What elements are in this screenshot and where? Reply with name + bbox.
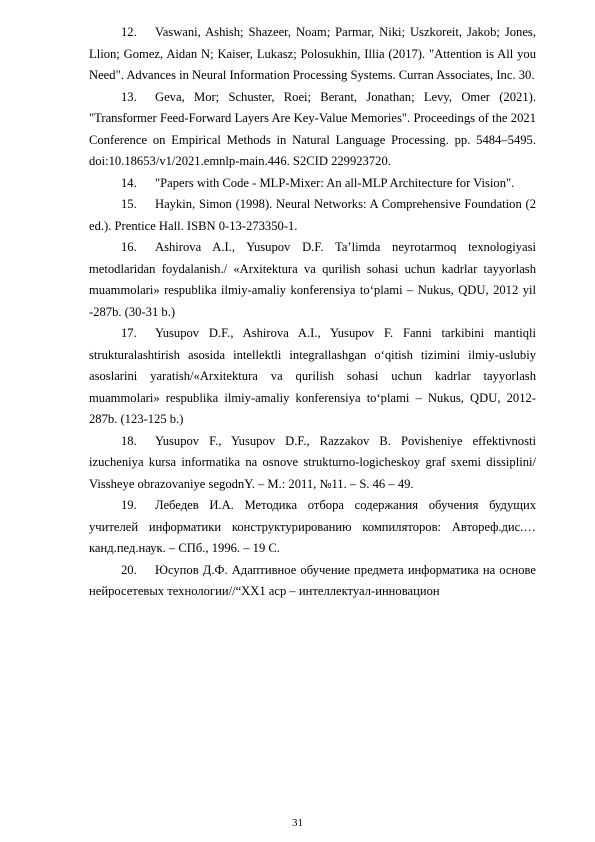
page-number: 31 bbox=[292, 817, 303, 829]
reference-number: 14. bbox=[121, 175, 137, 190]
reference-number: 18. bbox=[121, 433, 137, 448]
reference-number: 13. bbox=[121, 89, 137, 104]
reference-item bbox=[89, 194, 536, 237]
reference-item bbox=[89, 323, 536, 431]
reference-text: Yusupov D.F., Ashirova A.I., Yusupov F. Fanni tarkibini mantiqli strukturalashtirish asosida intellektli integrallashgan o‘qitish tizimini ilmiy-uslubiy asoslarini yaratish/«Arxitektura va qurilish sohasi uchun kadrlar tayyorlash muammolari» respublika ilmiy-amaliy konferensiya to‘plami – Nukus, QDU, 2012-287b. (123-125 b.) bbox=[89, 326, 536, 426]
reference-text: Vaswani, Ashish; Shazeer, Noam; Parmar, Niki; Uszkoreit, Jakob; Jones, Llion; Gomez, Aidan N; Kaiser, Lukasz; Polosukhin, Illia (2017). "Attention is All you Need". Advances in Neural Information Processing Systems. Curran Associates, Inc. 30. bbox=[89, 25, 536, 82]
reference-text: "Papers with Code - MLP-Mixer: An all-MLP Architecture for Vision". bbox=[155, 175, 515, 190]
reference-text: Geva, Mor; Schuster, Roei; Berant, Jonathan; Levy, Omer (2021). "Transformer Feed-Forward Layers Are Key-Value Memories". Proceedings of the 2021 Conference on Empirical Methods in Natural Language Processing. pp. 5484–5495. doi:10.18653/v1/2021.emnlp-main.446. S2CID 229923720. bbox=[89, 89, 536, 168]
reference-item bbox=[89, 495, 536, 560]
reference-number: 12. bbox=[121, 25, 137, 39]
reference-item bbox=[89, 173, 536, 195]
reference-number: 17. bbox=[121, 326, 137, 340]
reference-item bbox=[89, 87, 536, 173]
reference-text: Ashirova A.I., Yusupov D.F. Ta’limda neyrotarmoq texnologiyasi metodlaridan foydalanish./ «Arxitektura va qurilish sohasi uchun kadrlar tayyorlash muammolari» respublika ilmiy-amaliy konferensiya to‘plami – Nukus, QDU, 2012 yil -287b. (30-31 b.) bbox=[89, 240, 536, 319]
reference-item bbox=[89, 22, 536, 87]
reference-number: 19. bbox=[121, 498, 137, 512]
reference-text: Юсупов Д.Ф. Адаптивное обучение предмета информатика на основе нейросетевых технологии//“ХХ1 аср – интеллектуал-инновацион bbox=[89, 562, 536, 598]
reference-text: Лебедев И.А. Методика отбора содержания обучения будущих учителей информатики конструктурированию компиляторов: Автореф.дис.…канд.пед.наук. – СПб., 1996. – 19 С. bbox=[89, 498, 536, 555]
reference-item bbox=[89, 560, 536, 603]
reference-number: 20. bbox=[121, 562, 137, 577]
reference-number: 16. bbox=[121, 240, 137, 254]
reference-item bbox=[89, 431, 536, 496]
reference-item bbox=[89, 237, 536, 323]
reference-text: Haykin, Simon (1998). Neural Networks: A Comprehensive Foundation (2 ed.). Prentice Hall. ISBN 0-13-273350-1. bbox=[89, 197, 536, 233]
reference-list bbox=[89, 22, 536, 603]
reference-text: Yusupov F., Yusupov D.F., Razzakov B. Povisheniye effektivnosti izucheniya kursa informatika na osnove strukturno-logicheskoy graf sxemi dissiplini/ Vissheye obrazovaniye segodnY. – M.: 2011, №11. – S. 46 – 49. bbox=[89, 433, 536, 491]
reference-number: 15. bbox=[121, 197, 137, 211]
